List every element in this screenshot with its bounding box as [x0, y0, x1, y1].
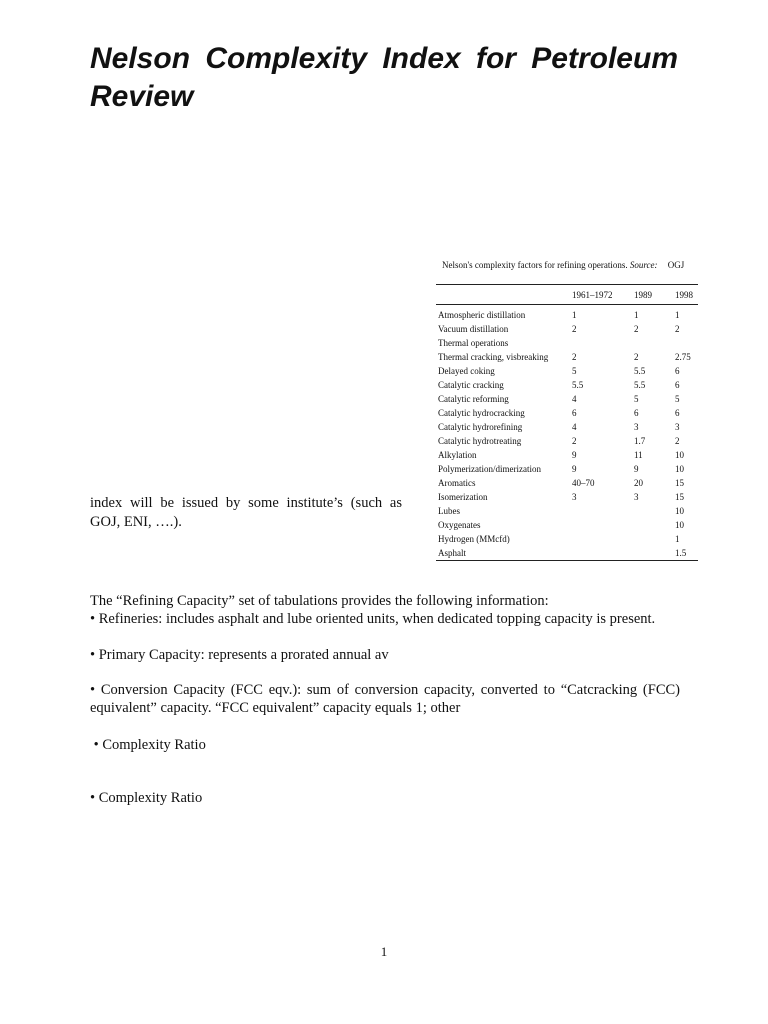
table-cell-value: 15 [675, 478, 684, 488]
side-paragraph: index will be issued by some institute’s (such as GOJ, ENI, ….). [90, 495, 402, 530]
table-cell-operation: Asphalt [438, 548, 466, 558]
table-cell-operation: Vacuum distillation [438, 324, 509, 334]
table-row [436, 546, 698, 560]
table-cell-value: 2 [675, 436, 680, 446]
table-row [436, 308, 698, 322]
table-cell-value: 11 [634, 450, 643, 460]
refining-capacity-section [90, 592, 680, 628]
table-cell-operation: Polymerization/dimerization [438, 464, 541, 474]
table-row [436, 532, 698, 546]
complexity-ratio-bullet-2: • Complexity Ratio [90, 790, 203, 806]
table-cell-operation: Catalytic cracking [438, 380, 504, 390]
table-row [436, 518, 698, 532]
table-cell-value: 2 [675, 324, 680, 334]
table-cell-operation: Atmospheric distillation [438, 310, 526, 320]
table-cell-value: 4 [572, 422, 577, 432]
table-cell-value: 10 [675, 464, 684, 474]
table-row [436, 476, 698, 490]
table-cell-operation: Aromatics [438, 478, 476, 488]
table-caption [442, 258, 684, 272]
table-cell-value: 6 [675, 408, 680, 418]
table-cell-value: 6 [675, 366, 680, 376]
table-source-label: Source: [629, 260, 658, 270]
table-cell-value: 6 [634, 408, 639, 418]
table-cell-value: 2 [634, 352, 639, 362]
table-row [436, 350, 698, 364]
table-cell-operation: Alkylation [438, 450, 477, 460]
table-cell-value: 1 [572, 310, 577, 320]
table-cell-value: 4 [572, 394, 577, 404]
table-cell-value: 2 [634, 324, 639, 334]
table-cell-value: 1 [675, 534, 680, 544]
table-cell-value: 2.75 [675, 352, 691, 362]
table-cell-value: 5 [675, 394, 680, 404]
table-cell-value: 9 [572, 464, 577, 474]
table-row [436, 420, 698, 434]
table-cell-operation: Isomerization [438, 492, 488, 502]
table-cell-value: 10 [675, 450, 684, 460]
table-cell-value: 5 [634, 394, 639, 404]
table-cell-operation: Delayed coking [438, 366, 495, 376]
table-row [436, 462, 698, 476]
table-bottom-rule [436, 560, 698, 561]
table-cell-operation: Thermal cracking, visbreaking [438, 352, 549, 362]
table-cell-value: 2 [572, 436, 577, 446]
table-cell-value: 20 [634, 478, 643, 488]
table-cell-operation: Catalytic hydrorefining [438, 422, 523, 432]
table-row [436, 406, 698, 420]
table-cell-value: 1.7 [634, 436, 646, 446]
table-cell-value: 1 [675, 310, 680, 320]
table-header-rule [436, 304, 698, 305]
table-cell-value: 3 [572, 492, 577, 502]
page-number: 1 [380, 944, 388, 959]
table-row [436, 322, 698, 336]
table-cell-value: 3 [675, 422, 680, 432]
table-row [436, 392, 698, 406]
table-row [436, 378, 698, 392]
table-cell-value: 2 [572, 352, 577, 362]
table-cell-value: 2 [572, 324, 577, 334]
table-body [436, 308, 698, 560]
table-cell-value: 6 [572, 408, 577, 418]
refineries-bullet: • Refineries: includes asphalt and lube oriented units, when dedicated topping capacity is present. [90, 611, 656, 627]
column-header-1989: 1989 [634, 290, 652, 300]
table-cell-operation: Catalytic hydrocracking [438, 408, 525, 418]
complexity-ratio-bullet-1: • Complexity Ratio [90, 737, 206, 753]
column-header-1998: 1998 [675, 290, 693, 300]
table-cell-value: 10 [675, 520, 684, 530]
table-cell-value: 5.5 [634, 380, 646, 390]
table-row [436, 434, 698, 448]
column-header-1961-1972: 1961–1972 [572, 290, 613, 300]
intro-line: The “Refining Capacity” set of tabulations provides the following information: [90, 593, 549, 609]
table-cell-value: 6 [675, 380, 680, 390]
table-row [436, 448, 698, 462]
table-cell-value: 1 [634, 310, 639, 320]
table-caption-text: Nelson's complexity factors for refining operations. [442, 260, 628, 270]
table-top-rule [436, 284, 698, 285]
table-row [436, 490, 698, 504]
table-cell-value: 15 [675, 492, 684, 502]
table-cell-value: 40–70 [572, 478, 595, 488]
table-cell-value: 5.5 [634, 366, 646, 376]
table-cell-operation: Catalytic reforming [438, 394, 509, 404]
table-cell-operation: Hydrogen (MMcfd) [438, 534, 510, 544]
primary-capacity-bullet: • Primary Capacity: represents a prorated annual av [90, 647, 389, 663]
table-cell-operation: Lubes [438, 506, 460, 516]
table-cell-operation: Thermal operations [438, 338, 509, 348]
table-cell-operation: Oxygenates [438, 520, 481, 530]
table-cell-value: 9 [634, 464, 639, 474]
conversion-capacity-bullet: • Conversion Capacity (FCC eqv.): sum of conversion capacity, converted to “Catcracking (FCC) equivalent” capacity. “FCC equivalent” capacity equals 1; other [90, 682, 680, 716]
page-title: Nelson Complexity Index for Petroleum Review [90, 42, 678, 113]
table-cell-value: 5 [572, 366, 577, 376]
table-row [436, 336, 698, 350]
table-cell-value: 5.5 [572, 380, 584, 390]
table-cell-operation: Catalytic hydrotreating [438, 436, 522, 446]
table-source-value: OGJ [667, 260, 685, 270]
table-cell-value: 1.5 [675, 548, 687, 558]
table-cell-value: 3 [634, 422, 639, 432]
table-row [436, 364, 698, 378]
table-row [436, 504, 698, 518]
table-cell-value: 9 [572, 450, 577, 460]
table-cell-value: 10 [675, 506, 684, 516]
table-cell-value: 3 [634, 492, 639, 502]
